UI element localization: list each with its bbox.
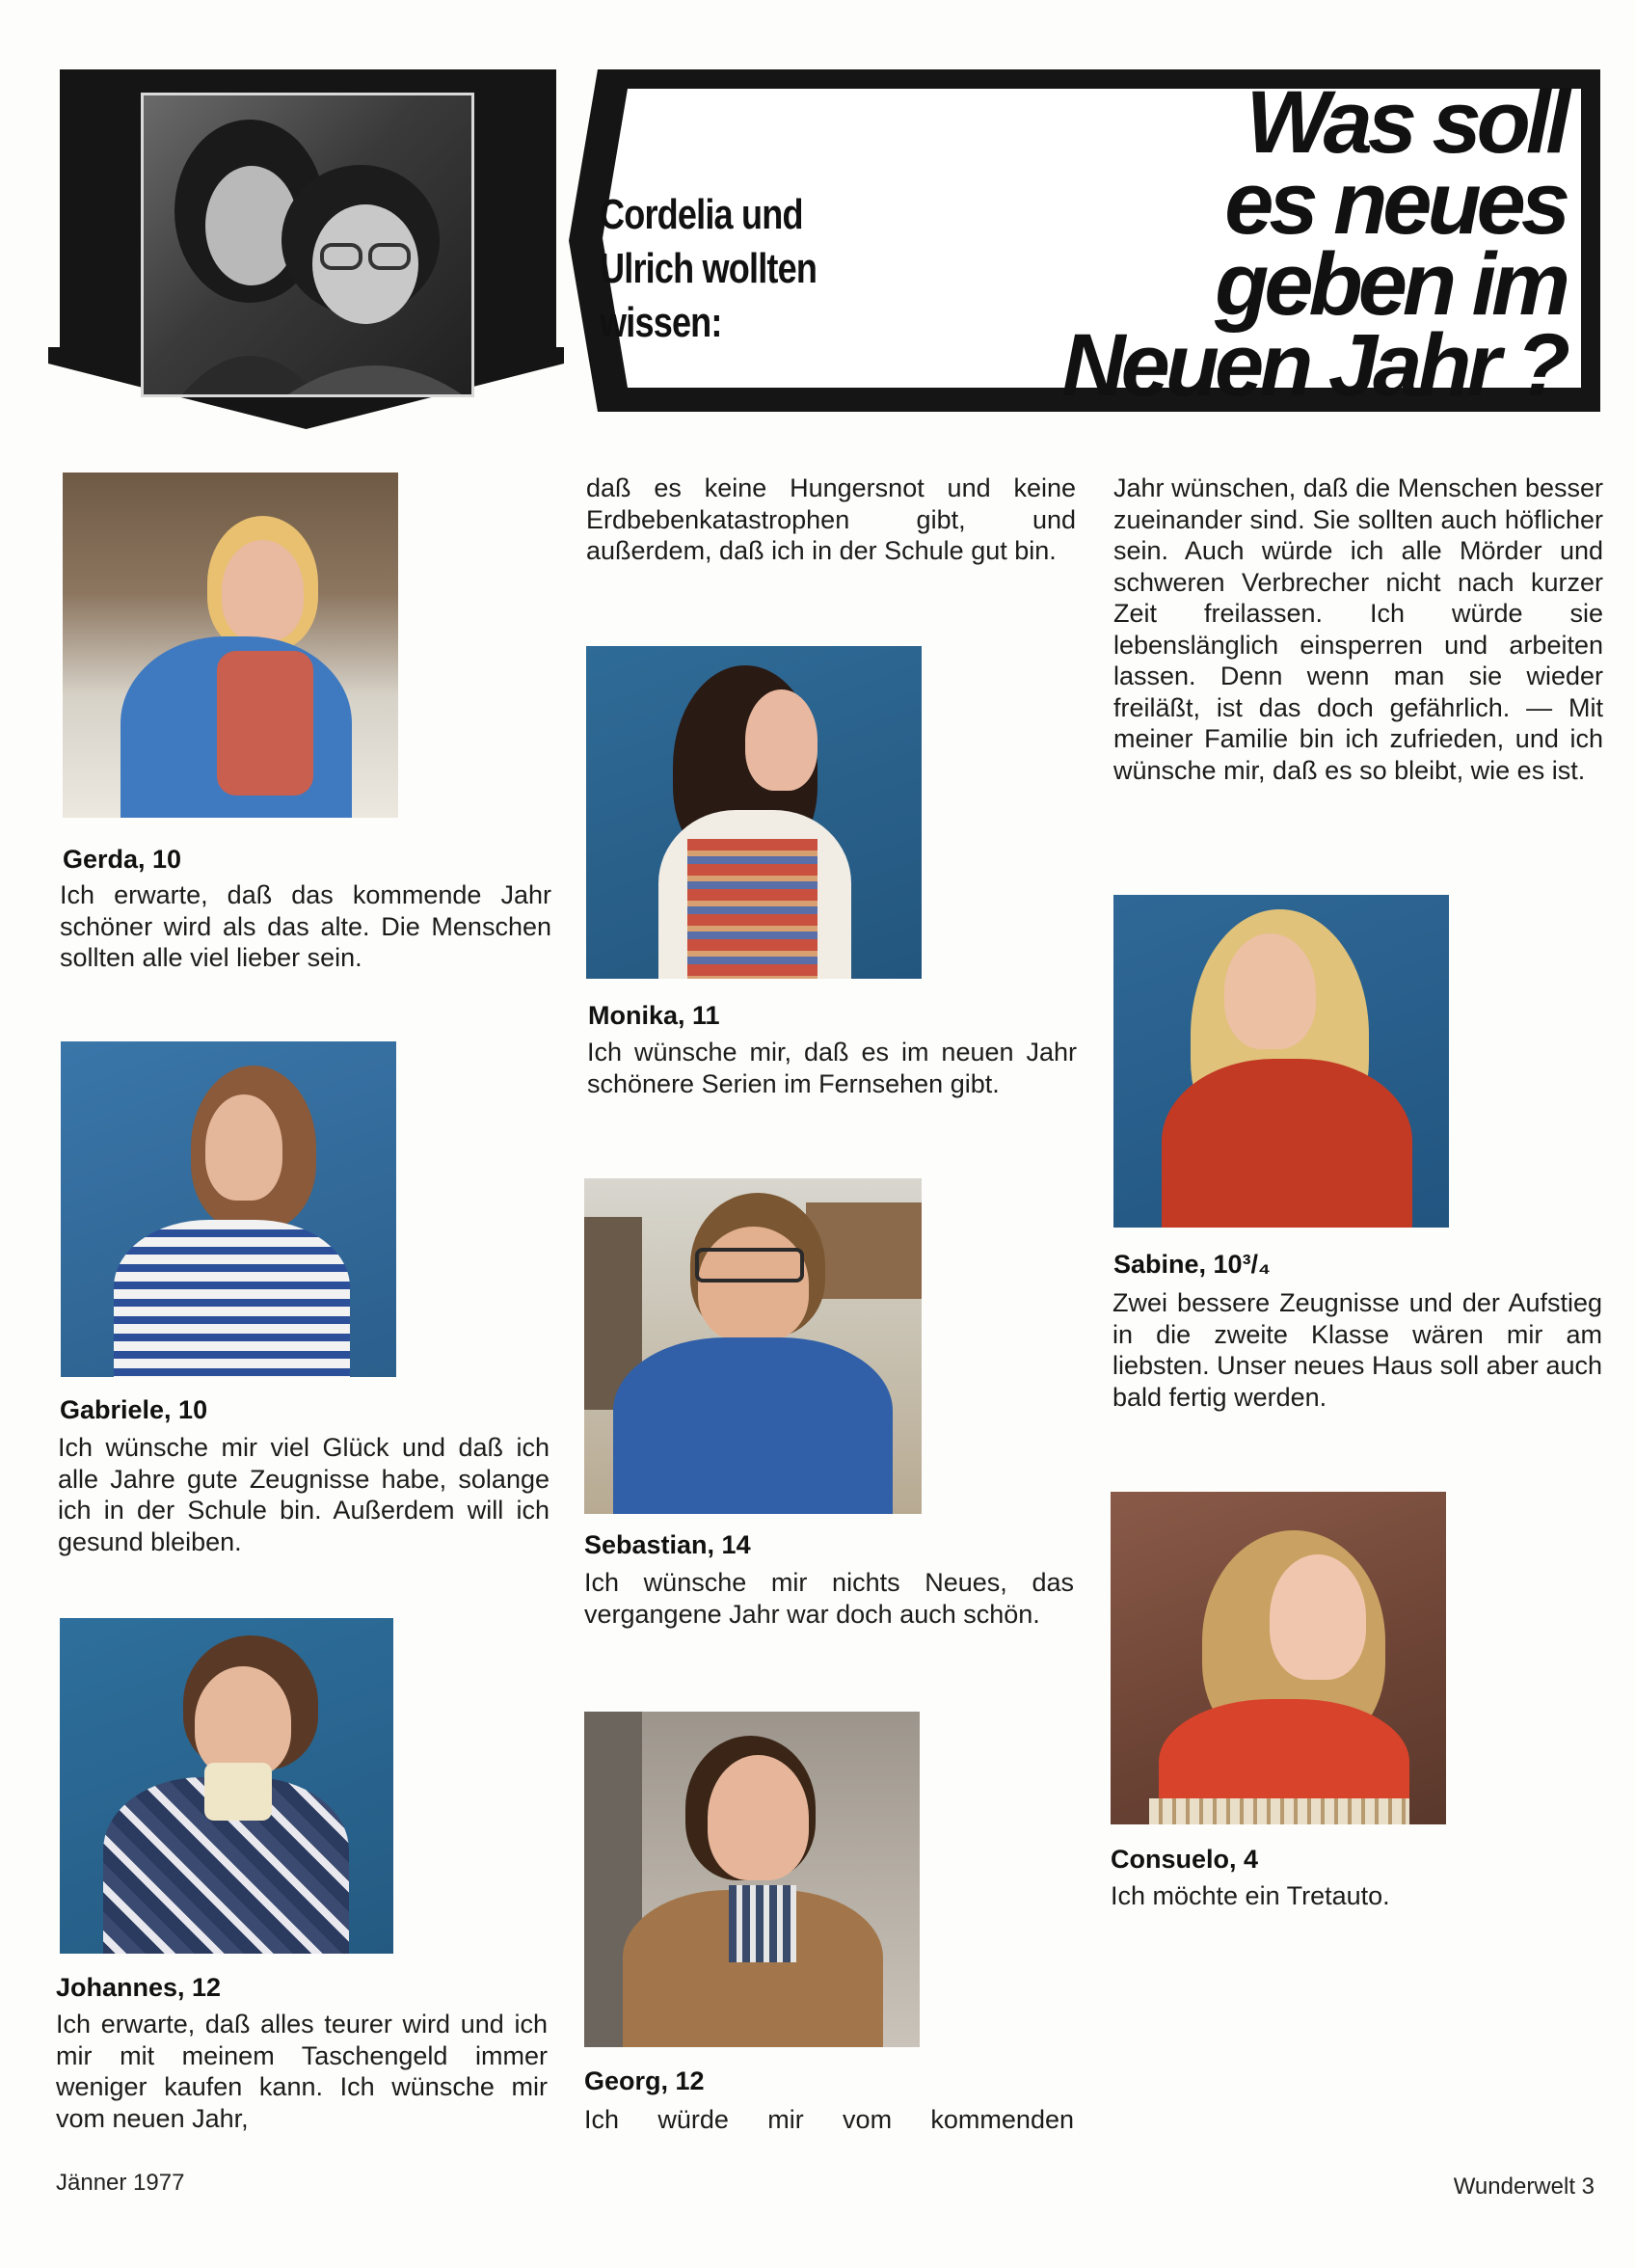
header-portrait-photo	[141, 93, 474, 397]
footer-page-number: Wunderwelt 3	[1453, 2174, 1595, 2200]
footer-date: Jänner 1977	[56, 2170, 185, 2196]
photo-sebastian	[584, 1178, 922, 1514]
name-sebastian: Sebastian, 14	[584, 1530, 751, 1559]
text-gerda: Ich erwarte, daß das kommende Jahr schöner wird als das alte. Die Menschen sollten alle viel lieber sein.	[60, 880, 551, 972]
text-monika: Ich wünsche mir, daß es im neuen Jahr schönere Serien im Fernsehen gibt.	[587, 1038, 1077, 1098]
name-gabriele: Gabriele, 10	[60, 1395, 208, 1424]
name-monika: Monika, 11	[588, 1001, 720, 1030]
text-gabriele: Ich wünsche mir viel Glück und daß ich alle Jahre gute Zeugnisse habe, solange ich in der Schule bin. Außerdem will ich gesund bleiben.	[58, 1433, 549, 1556]
photo-johannes	[60, 1618, 393, 1954]
portrait-photo-icon	[144, 95, 471, 394]
page-title	[1061, 73, 1566, 415]
text-georg: Ich würde mir vom kommenden	[584, 2105, 1074, 2134]
title-line-4: Neuen Jahr ?	[1061, 316, 1566, 415]
photo-consuelo	[1111, 1492, 1446, 1824]
text-johannes: Ich erwarte, daß alles teurer wird und ich mir mit meinem Taschengeld immer weniger kaufen kann. Ich wünsche mir vom neuen Jahr,	[56, 2010, 548, 2133]
text-consuelo: Ich möchte ein Tretauto.	[1111, 1881, 1390, 1910]
name-gerda: Gerda, 10	[63, 845, 182, 874]
title-line-1: Was soll	[1246, 73, 1566, 172]
text-johannes-continued: daß es keine Hungersnot und keine Erdbebenkatastrophen gibt, und außerdem, daß ich in der Schule gut bin.	[586, 473, 1076, 565]
name-consuelo: Consuelo, 4	[1111, 1845, 1259, 1874]
name-georg: Georg, 12	[584, 2066, 705, 2095]
header-question: Cordelia und Ulrich wollten wissen:	[600, 191, 818, 346]
photo-gerda	[63, 472, 398, 818]
photo-gabriele	[61, 1041, 396, 1377]
title-line-2: es neues	[1224, 154, 1566, 253]
text-sabine: Zwei bessere Zeugnisse und der Aufstieg in die zweite Klasse wären mir am liebsten. Unser neues Haus soll aber auch bald fertig werden.	[1112, 1288, 1602, 1412]
photo-georg	[584, 1712, 920, 2047]
photo-sabine	[1113, 895, 1449, 1228]
text-sebastian: Ich wünsche mir nichts Neues, das vergangene Jahr war doch auch schön.	[584, 1568, 1074, 1629]
title-line-3: geben im	[1215, 235, 1566, 334]
name-sabine: Sabine, 10³/₄	[1113, 1250, 1271, 1279]
photo-monika	[586, 646, 922, 979]
name-johannes: Johannes, 12	[56, 1973, 222, 2002]
text-georg-continued: Jahr wünschen, daß die Menschen besser zueinander sind. Sie sollten auch höflicher sein. Auch würde ich alle Mörder und schweren Verbrecher nicht nach kurzer Zeit freilassen. Ich würde sie lebenslänglich einsperren und arbeiten lassen. Denn wenn man sie wieder freiläßt, ist das doch gefährlich. — Mit meiner Familie bin ich zufrieden, und ich wünsche mir, daß es so bleibt, wie es ist.	[1113, 473, 1603, 785]
